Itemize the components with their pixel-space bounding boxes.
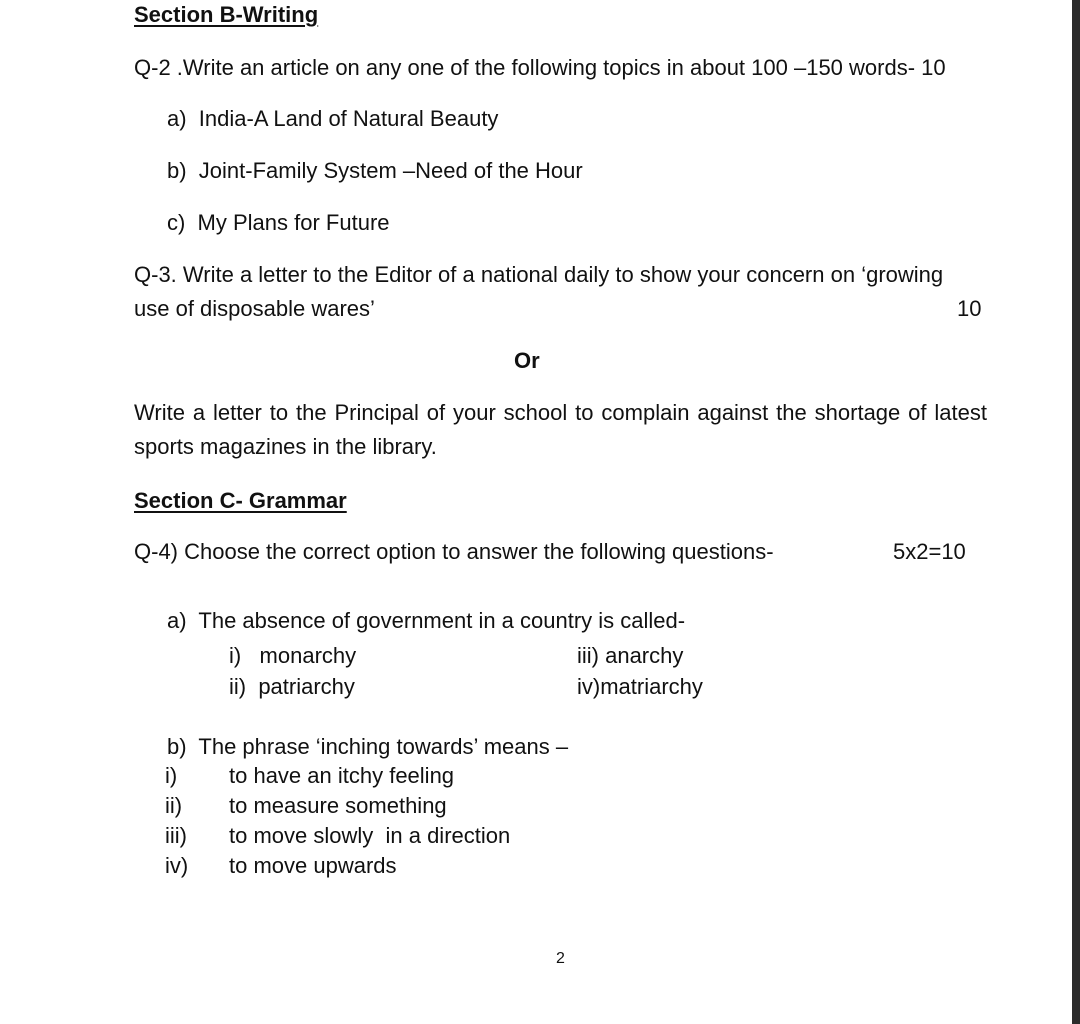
q4b-option-num: iii)	[165, 823, 187, 848]
q3-marks: 10	[957, 296, 982, 321]
q4b-option-text: to have an itchy feeling	[229, 763, 455, 788]
q4-marks: 5x2=10	[893, 539, 966, 564]
q3-line1: Q-3. Write a letter to the Editor of a national daily to show your concern on ‘growing	[134, 262, 944, 287]
q4-prompt: Q-4) Choose the correct option to answer the following questions-	[134, 539, 774, 564]
q3-line2: use of disposable wares’	[134, 296, 375, 321]
or-separator: Or	[514, 348, 540, 373]
page-number: 2	[556, 950, 565, 967]
q4a-option-i: i) monarchy	[229, 643, 357, 668]
q4a-option-iv: iv)matriarchy	[577, 674, 703, 699]
q2-option-c: c) My Plans for Future	[167, 210, 390, 235]
q4b-option-text: to move slowly in a direction	[229, 823, 511, 848]
q4b-option-num: i)	[165, 763, 178, 788]
q4b-option-text: to move upwards	[229, 853, 397, 878]
q4b-option-num: iv)	[165, 853, 189, 878]
q2-prompt: Q-2 .Write an article on any one of the following topics in about 100 –150 words- 10	[134, 55, 946, 80]
section-b-heading: Section B-Writing	[134, 2, 319, 27]
q3-alternative: Write a letter to the Principal of your school to complain against the shortage of latest sports magazines in the library.	[134, 400, 987, 459]
q4a-option-iii: iii) anarchy	[577, 643, 684, 668]
q4b-option-num: ii)	[165, 793, 183, 818]
q4a-option-ii: ii) patriarchy	[229, 674, 355, 699]
q4a-question: a) The absence of government in a country is called-	[167, 608, 686, 633]
q4b-option-text: to measure something	[229, 793, 447, 818]
section-c-heading: Section C- Grammar	[134, 488, 347, 513]
q4b-question: b) The phrase ‘inching towards’ means –	[167, 734, 569, 759]
q2-option-a: a) India-A Land of Natural Beauty	[167, 106, 499, 131]
q2-option-b: b) Joint-Family System –Need of the Hour	[167, 158, 583, 183]
right-edge-border	[1072, 0, 1080, 1024]
